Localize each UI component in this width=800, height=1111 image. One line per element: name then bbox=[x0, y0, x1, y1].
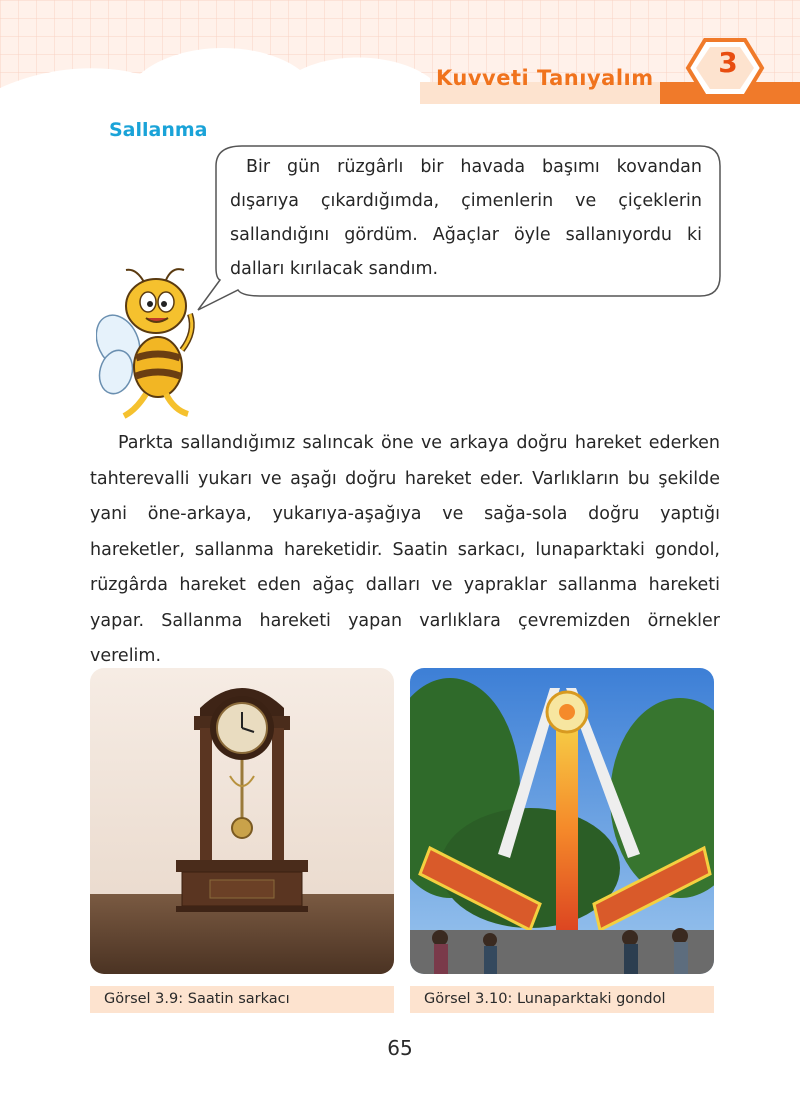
chapter-title: Kuvveti Tanıyalım bbox=[436, 66, 654, 90]
body-paragraph: Parkta sallandığımız salıncak öne ve arkaya doğru hareket ederken tahterevalli yukarı ve aşağı doğru hareket eder. Varlıkların bu şekilde yani öne-arkaya, yukarıya-aşağıya ve sağa-sola doğru yaptığı hareketler, sallanma hareketidir. Saatin sarkacı, lunaparktaki gondol, rüzgârda hareket eden ağaç dalları ve yapraklar sallanma hareketi yapar. Sallanma hareketi yapan varlıklara çevremizden örnekler verelim. bbox=[90, 433, 720, 666]
bee-mascot-icon bbox=[96, 262, 208, 424]
amusement-gondola-photo bbox=[410, 668, 714, 974]
speech-bubble-text: Bir gün rüzgârlı bir havada başımı kovandan dışarıya çıkardığımda, çimenlerin ve çiçeklerin sallandığını gördüm. Ağaçlar öyle sallanıyordu ki dalları kırılacak sandım. bbox=[230, 157, 702, 279]
section-title: Sallanma bbox=[109, 119, 208, 141]
figure-caption-gondola: Görsel 3.10: Lunaparktaki gondol bbox=[410, 986, 714, 1013]
page-number: 65 bbox=[387, 1036, 413, 1060]
pendulum-clock-photo bbox=[90, 668, 394, 974]
header-cloud-banner bbox=[0, 0, 800, 130]
chapter-number-badge: 3 bbox=[718, 46, 738, 79]
page-header bbox=[0, 0, 800, 130]
figure-caption-clock: Görsel 3.9: Saatin sarkacı bbox=[90, 986, 394, 1013]
